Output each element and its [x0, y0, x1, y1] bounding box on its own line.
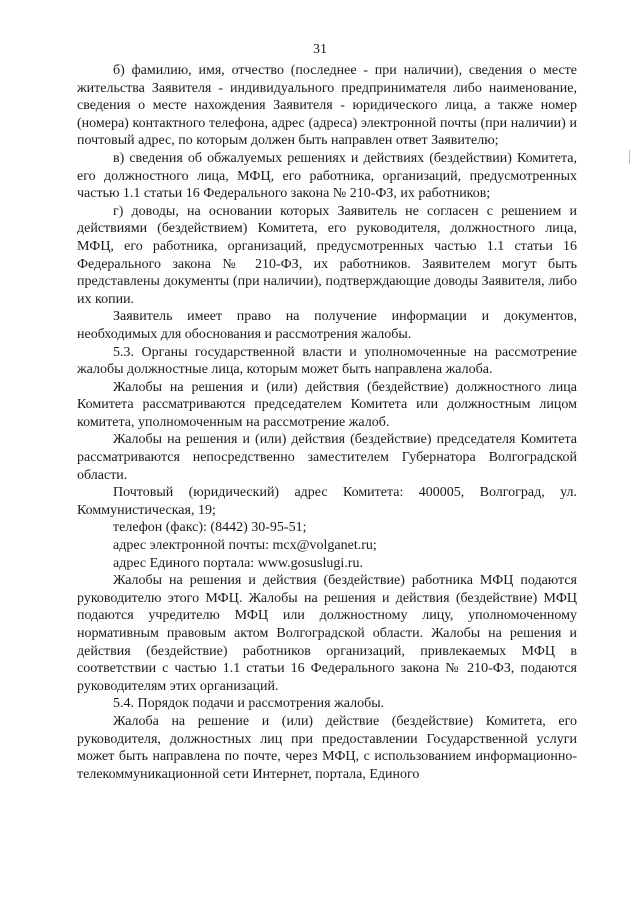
paragraph-arguments: г) доводы, на основании которых Заявитель не согласен с решением и действиями (бездействием) Комитета, его руководителя, должностного лица, МФЦ, его работника, организаций, предусмотренных частью 1.1 статьи 16 Федерального закона № 210-ФЗ, их работников. Заявителем могут быть представлены документы (при наличии), подтверждающие доводы Заявителя, либо их копии.	[77, 203, 577, 307]
paragraph-section-5-4: 5.4. Порядок подачи и рассмотрения жалобы.	[113, 696, 385, 712]
paragraph-submission-methods: Жалоба на решение и (или) действие (бездействие) Комитета, его руководителя, должностных лиц при предоставлении Государственной услуги может быть направлена по почте, через МФЦ, с использованием информационно-телекоммуникационной сети Интернет, портала, Единого	[77, 713, 577, 782]
paragraph-official-complaints: Жалобы на решения и (или) действия (бездействие) должностного лица Комитета рассматриваются председателем Комитета или должностным лицом комитета, уполномоченным на рассмотрение жалоб.	[77, 379, 577, 430]
paragraph-applicant-details: б) фамилию, имя, отчество (последнее - при наличии), сведения о месте жительства Заявителя - индивидуального предпринимателя либо наименование, сведения о месте нахождения Заявителя - юридического лица, а также номер (номера) контактного телефона, адрес (адреса) электронной почты (при наличии) и почтовый адрес, по которым должен быть направлен ответ Заявителю;	[77, 63, 577, 149]
body-text	[77, 62, 577, 783]
paragraph-right-to-information: Заявитель имеет право на получение информации и документов, необходимых для обоснования и рассмотрения жалобы.	[77, 309, 577, 342]
paragraph-postal-address: Почтовый (юридический) адрес Комитета: 400005, Волгоград, ул. Коммунистическая, 19;	[77, 485, 577, 518]
page-number: 31	[313, 42, 327, 57]
paragraph-section-5-3: 5.3. Органы государственной власти и уполномоченные на рассмотрение жалобы должностные лица, которым может быть направлена жалоба.	[77, 344, 577, 378]
paragraph-appealed-decisions: в) сведения об обжалуемых решениях и действиях (бездействии) Комитета, его должностного лица, МФЦ, его работника, организаций, предусмотренных частью 1.1 статьи 16 Федерального закона № 210-ФЗ, их работников;	[77, 150, 577, 202]
scan-edge-mark	[629, 150, 630, 164]
paragraph-mfc-complaints: Жалобы на решения и действия (бездействие) работника МФЦ подаются руководителю этого МФЦ. Жалобы на решения и действия (бездействие) МФЦ подаются учредителю МФЦ или должностному лицу, уполномоченному нормативным правовым актом Волгоградской области. Жалобы на решения и действия (бездействие) работников организаций, привлекаемых МФЦ в соответствии с частью 1.1 статьи 16 Федерального закона № 210-ФЗ, подаются руководителям этих организаций.	[77, 573, 577, 694]
paragraph-chairman-complaints: Жалобы на решения и (или) действия (бездействие) председателя Комитета рассматриваются непосредственно заместителем Губернатора Волгоградской области.	[77, 432, 577, 483]
paragraph-portal: адрес Единого портала: www.gosuslugi.ru.	[113, 555, 363, 571]
paragraph-phone: телефон (факс): (8442) 30-95-51;	[113, 520, 307, 536]
paragraph-email: адрес электронной почты: mcx@volganet.ru;	[113, 538, 377, 554]
